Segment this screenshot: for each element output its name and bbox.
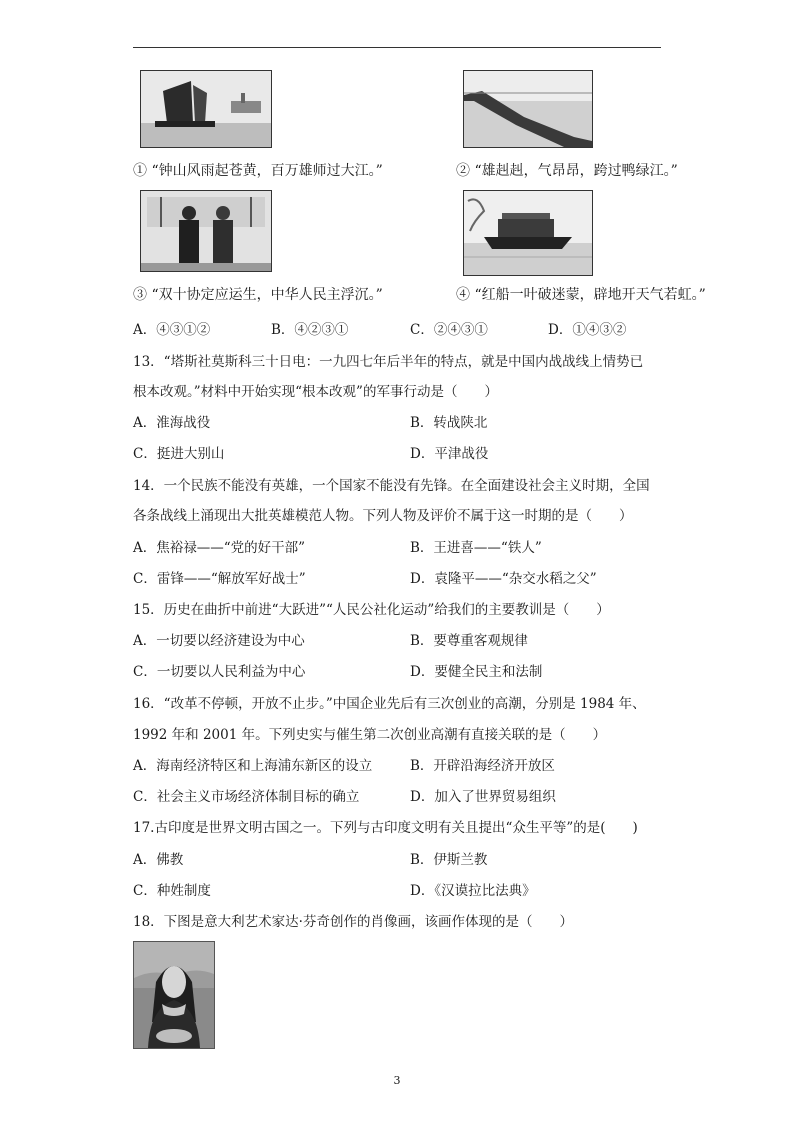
- two-figures-illustration: [141, 191, 271, 271]
- header-rule: [133, 47, 661, 48]
- q17-option-a[interactable]: A．佛教: [133, 852, 184, 868]
- q16-option-b[interactable]: B．开辟沿海经济开放区: [410, 758, 555, 774]
- q16-option-d[interactable]: D．加入了世界贸易组织: [410, 789, 556, 805]
- q17-option-c[interactable]: C．种姓制度: [133, 883, 211, 899]
- q17-option-d[interactable]: D．《汉谟拉比法典》: [410, 883, 536, 899]
- q13-stem-line-2: 根本改观。”材料中开始实现“根本改观”的军事行动是（ ）: [133, 384, 498, 400]
- q14-option-d[interactable]: D．袁隆平——“杂交水稻之父”: [410, 571, 597, 587]
- portrait-illustration: [134, 942, 214, 1048]
- photo-crossing-river: [140, 70, 272, 148]
- q15-stem-line-1: 15．历史在曲折中前进“大跃进”“人民公社化运动”给我们的主要教训是（ ）: [133, 602, 610, 618]
- photo-caption-2: ② “雄赳赳，气昂昂，跨过鸭绿江。”: [456, 163, 678, 179]
- q15-option-b[interactable]: B．要尊重客观规律: [410, 633, 528, 649]
- q12-option-b[interactable]: B．④②③①: [271, 322, 349, 338]
- q18-stem-line-1: 18．下图是意大利艺术家达·芬奇创作的肖像画，该画作体现的是（ ）: [133, 914, 573, 930]
- q14-option-b[interactable]: B．王进喜——“铁人”: [410, 540, 542, 556]
- q16-stem-line-1: 16．“改革不停顿，开放不止步。”中国企业先后有三次创业的高潮，分别是 1984 年、: [133, 696, 646, 712]
- photo-caption-3: ③ “双十协定应运生，中华人民主浮沉。”: [133, 287, 383, 303]
- q14-option-c[interactable]: C．雷锋——“解放军好战士”: [133, 571, 306, 587]
- q17-stem-line-1: 17.古印度是世界文明古国之一。下列与古印度文明有关且提出“众生平等”的是( ): [133, 820, 638, 836]
- q12-option-c[interactable]: C．②④③①: [410, 322, 488, 338]
- page-number: 3: [393, 1074, 401, 1087]
- q13-option-c[interactable]: C．挺进大别山: [133, 446, 225, 462]
- q14-stem-line-1: 14．一个民族不能没有英雄，一个国家不能没有先锋。在全面建设社会主义时期，全国: [133, 478, 650, 494]
- boat-illustration: [141, 71, 271, 147]
- q17-option-b[interactable]: B．伊斯兰教: [410, 852, 488, 868]
- photo-red-boat: [463, 190, 593, 276]
- bridge-illustration: [464, 71, 592, 147]
- photo-caption-1: ① “钟山风雨起苍黄，百万雄师过大江。”: [133, 163, 383, 179]
- q13-option-d[interactable]: D．平津战役: [410, 446, 489, 462]
- q12-option-a[interactable]: A．④③①②: [133, 322, 211, 338]
- q15-option-c[interactable]: C．一切要以人民利益为中心: [133, 664, 306, 680]
- photo-double-tenth: [140, 190, 272, 272]
- q13-option-b[interactable]: B．转战陕北: [410, 415, 488, 431]
- q16-option-c[interactable]: C．社会主义市场经济体制目标的确立: [133, 789, 360, 805]
- red-boat-illustration: [464, 191, 592, 275]
- q14-stem-line-2: 各条战线上涌现出大批英雄模范人物。下列人物及评价不属于这一时期的是（ ）: [133, 508, 633, 524]
- photo-yalu-bridge: [463, 70, 593, 148]
- photo-mona-lisa: [133, 941, 215, 1049]
- q15-option-d[interactable]: D．要健全民主和法制: [410, 664, 543, 680]
- q13-stem-line-1: 13．“塔斯社莫斯科三十日电：一九四七年后半年的特点，就是中国内战战线上情势已: [133, 354, 644, 370]
- q13-option-a[interactable]: A．淮海战役: [133, 415, 211, 431]
- q15-option-a[interactable]: A．一切要以经济建设为中心: [133, 633, 305, 649]
- q12-option-d[interactable]: D．①④③②: [548, 322, 627, 338]
- q16-option-a[interactable]: A．海南经济特区和上海浦东新区的设立: [133, 758, 373, 774]
- q16-stem-line-2: 1992 年和 2001 年。下列史实与催生第二次创业高潮有直接关联的是（ ）: [133, 727, 607, 743]
- photo-caption-4: ④ “红船一叶破迷蒙，辟地开天气若虹。”: [456, 287, 706, 303]
- q14-option-a[interactable]: A．焦裕禄——“党的好干部”: [133, 540, 306, 556]
